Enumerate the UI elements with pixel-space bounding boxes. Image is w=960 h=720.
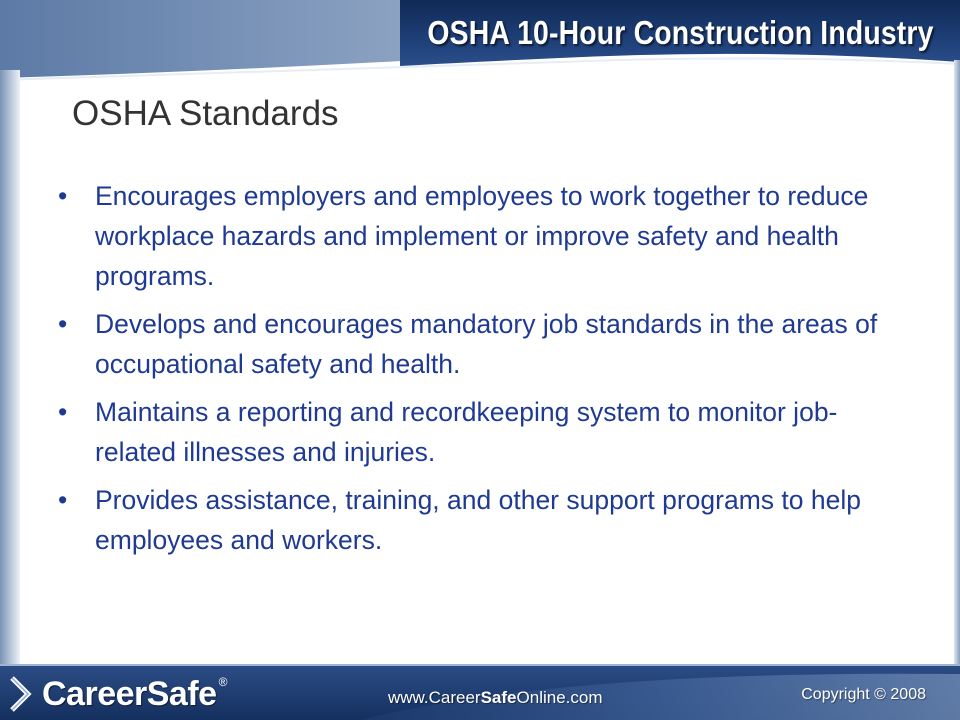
- careersafe-logo: [8, 672, 227, 716]
- bullet-text: Encourages employers and employees to work together to reduce workplace hazards and implement or improve safety and health programs.: [95, 181, 869, 291]
- url-bold: Safe: [480, 688, 517, 707]
- registered-mark: ®: [218, 675, 228, 689]
- bullet-text: Develops and encourages mandatory job standards in the areas of occupational safety and health.: [95, 309, 878, 379]
- logo-text: CareerSafe: [42, 674, 217, 713]
- bullet-marker: •: [58, 181, 68, 211]
- website-link[interactable]: [388, 688, 603, 708]
- url-suffix: Online.com: [516, 688, 603, 707]
- copyright-notice: Copyright © 2008: [801, 686, 926, 703]
- bullet-marker: •: [58, 309, 68, 339]
- url-prefix: www.Career: [388, 688, 481, 707]
- bullet-item-2: [58, 304, 898, 384]
- bullet-text: Maintains a reporting and recordkeeping system to monitor job-related illnesses and injuries.: [95, 397, 838, 467]
- chevron-right-icon: [8, 674, 38, 714]
- bullet-item-3: [58, 392, 898, 472]
- slide-title: OSHA Standards: [72, 94, 339, 133]
- bullet-text: Provides assistance, training, and other support programs to help employees and workers.: [95, 485, 861, 555]
- bullet-marker: •: [58, 485, 68, 515]
- right-frame: [954, 60, 960, 670]
- left-frame: [0, 70, 20, 670]
- bullet-list: [58, 176, 898, 568]
- bullet-item-1: [58, 176, 898, 296]
- course-title: OSHA 10-Hour Construction Industry: [427, 14, 934, 51]
- bullet-item-4: [58, 480, 898, 560]
- bullet-marker: •: [58, 397, 68, 427]
